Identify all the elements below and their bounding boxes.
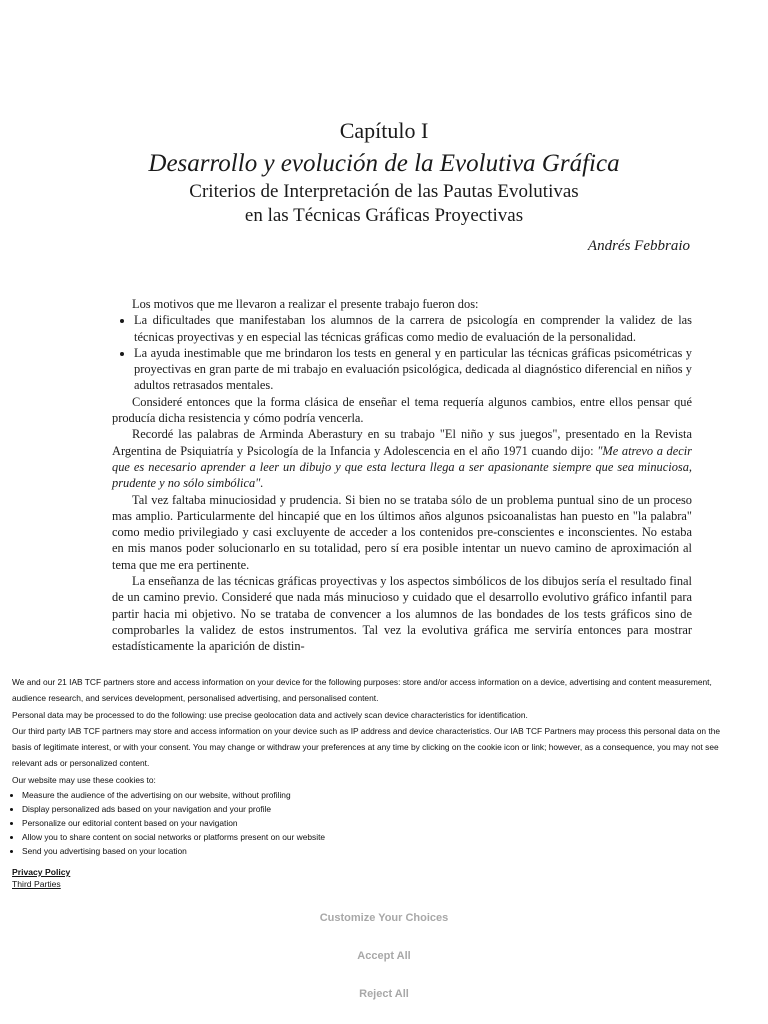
quote: "Me atrevo a decir que es necesario aprender a leer un dibujo y que esta lectura llega a ser apasionante siempre que sea minuciosa, prudente y no sólo simbólica".: [112, 443, 692, 491]
list-item: • Personalize our editorial content based on your navigation: [22, 816, 724, 830]
cookie-purposes-list: [12, 788, 724, 858]
chapter-title: Desarrollo y evolución de la Evolutiva Gráfica: [148, 150, 620, 177]
paragraph-text: Recordé las palabras de Arminda Aberastury en su trabajo "El niño y sus juegos", presentado en la Revista Argentina de Psiquiatría y Psicología de la Infancia y Adolescencia en el año 1971 cuando dijo:: [112, 427, 692, 458]
paragraph: La enseñanza de las técnicas gráficas proyectivas y los aspectos simbólicos de los dibujos sería el resultado final de un camino previo. Consideré que nada más minucioso y cuidado que el desarrollo evolutivo gráfico infantil para partir hacia mi objetivo. No se trataba de convencer a los alumnos de las bondades de los tests gráficos sino de comprobarles la validez de estos instrumentos. Tal vez la evolutiva gráfica me serviría entonces para mostrar estadísticamente la aparición de distin-: [112, 574, 692, 654]
list-item: • La dificultades que manifestaban los alumnos de la carrera de psicología en comprender la validez de las técnicas proyectivas y en especial las técnicas gráficas como medio de evaluación de la personalidad.: [134, 312, 692, 345]
consent-line: Our website may use these cookies to:: [12, 774, 156, 785]
author-name: Andrés Febbraio: [587, 238, 690, 254]
chapter-heading: Capítulo I: [339, 118, 429, 143]
paragraph: Consideré entonces que la forma clásica de enseñar el tema requería algunos cambios, entre ellos pensar qué producía dicha resistencia y cómo podría vencerla.: [112, 394, 692, 426]
reject-all-button[interactable]: Reject All: [284, 984, 484, 1004]
subtitle-line-1: Criterios de Interpretación de las Pautas Evolutivas: [189, 181, 579, 202]
cookie-consent-banner: [0, 664, 768, 1024]
motives-list: [112, 312, 692, 393]
body-text: [112, 296, 692, 655]
consent-line: Our third party IAB TCF partners may store and access information on your device such as IP address and device characteristics. Our IAB TCF Partners may process this personal data on the basis of legitimate interest, or with your consent. You may change or withdraw your preferences at any time by clicking on the cookie icon or link; however, as a consequence, you may not see relevant ads or personalized content.: [12, 725, 721, 769]
list-item: • Measure the audience of the advertising on our website, without profiling: [22, 788, 724, 802]
list-item: • Allow you to share content on social networks or platforms present on our website: [22, 830, 724, 844]
paragraph: [112, 426, 692, 491]
consent-line: Personal data may be processed to do the following: use precise geolocation data and actively scan device characteristics for identification.: [12, 709, 528, 720]
third-parties-link[interactable]: Third Parties: [12, 879, 61, 889]
intro-paragraph: Los motivos que me llevaron a realizar el presente trabajo fueron dos:: [132, 297, 479, 311]
privacy-policy-link[interactable]: Privacy Policy: [12, 867, 71, 877]
customize-choices-button[interactable]: Customize Your Choices: [284, 908, 484, 928]
chapter-subtitle: [0, 180, 768, 228]
accept-all-button[interactable]: Accept All: [284, 946, 484, 966]
list-item: • Display personalized ads based on your navigation and your profile: [22, 802, 724, 816]
list-item: • La ayuda inestimable que me brindaron los tests en general y en particular las técnicas gráficas psicométricas y proyectivas en gran parte de mi trabajo en evaluación psicológica, dedicada al diagnóstico diferencial en niños y adultos retrasados mentales.: [134, 345, 692, 394]
consent-line: We and our 21 IAB TCF partners store and access information on your device for the following purposes: store and/or access information on a device, advertising and content measurement, audience research, and services development, personalised advertising, and personalised content.: [12, 677, 712, 704]
consent-text: [12, 674, 724, 858]
paragraph: Tal vez faltaba minuciosidad y prudencia. Si bien no se trataba sólo de un problema puntual sino de un proceso mas amplio. Particularmente del hincapié que en los últimos años algunos psicoanalistas han puesto en "la palabra" como medio privilegiado y casi excluyente de acceder a los contenidos pre-conscientes e inconscientes. No estaba en mis manos poder solucionarlo en su totalidad, pero sí era posible intentar un nuevo camino de aproximación al tema que me era pertinente.: [112, 492, 692, 572]
list-item: • Send you advertising based on your location: [22, 844, 724, 858]
subtitle-line-2: en las Técnicas Gráficas Proyectivas: [244, 205, 524, 226]
consent-links: [12, 866, 70, 890]
